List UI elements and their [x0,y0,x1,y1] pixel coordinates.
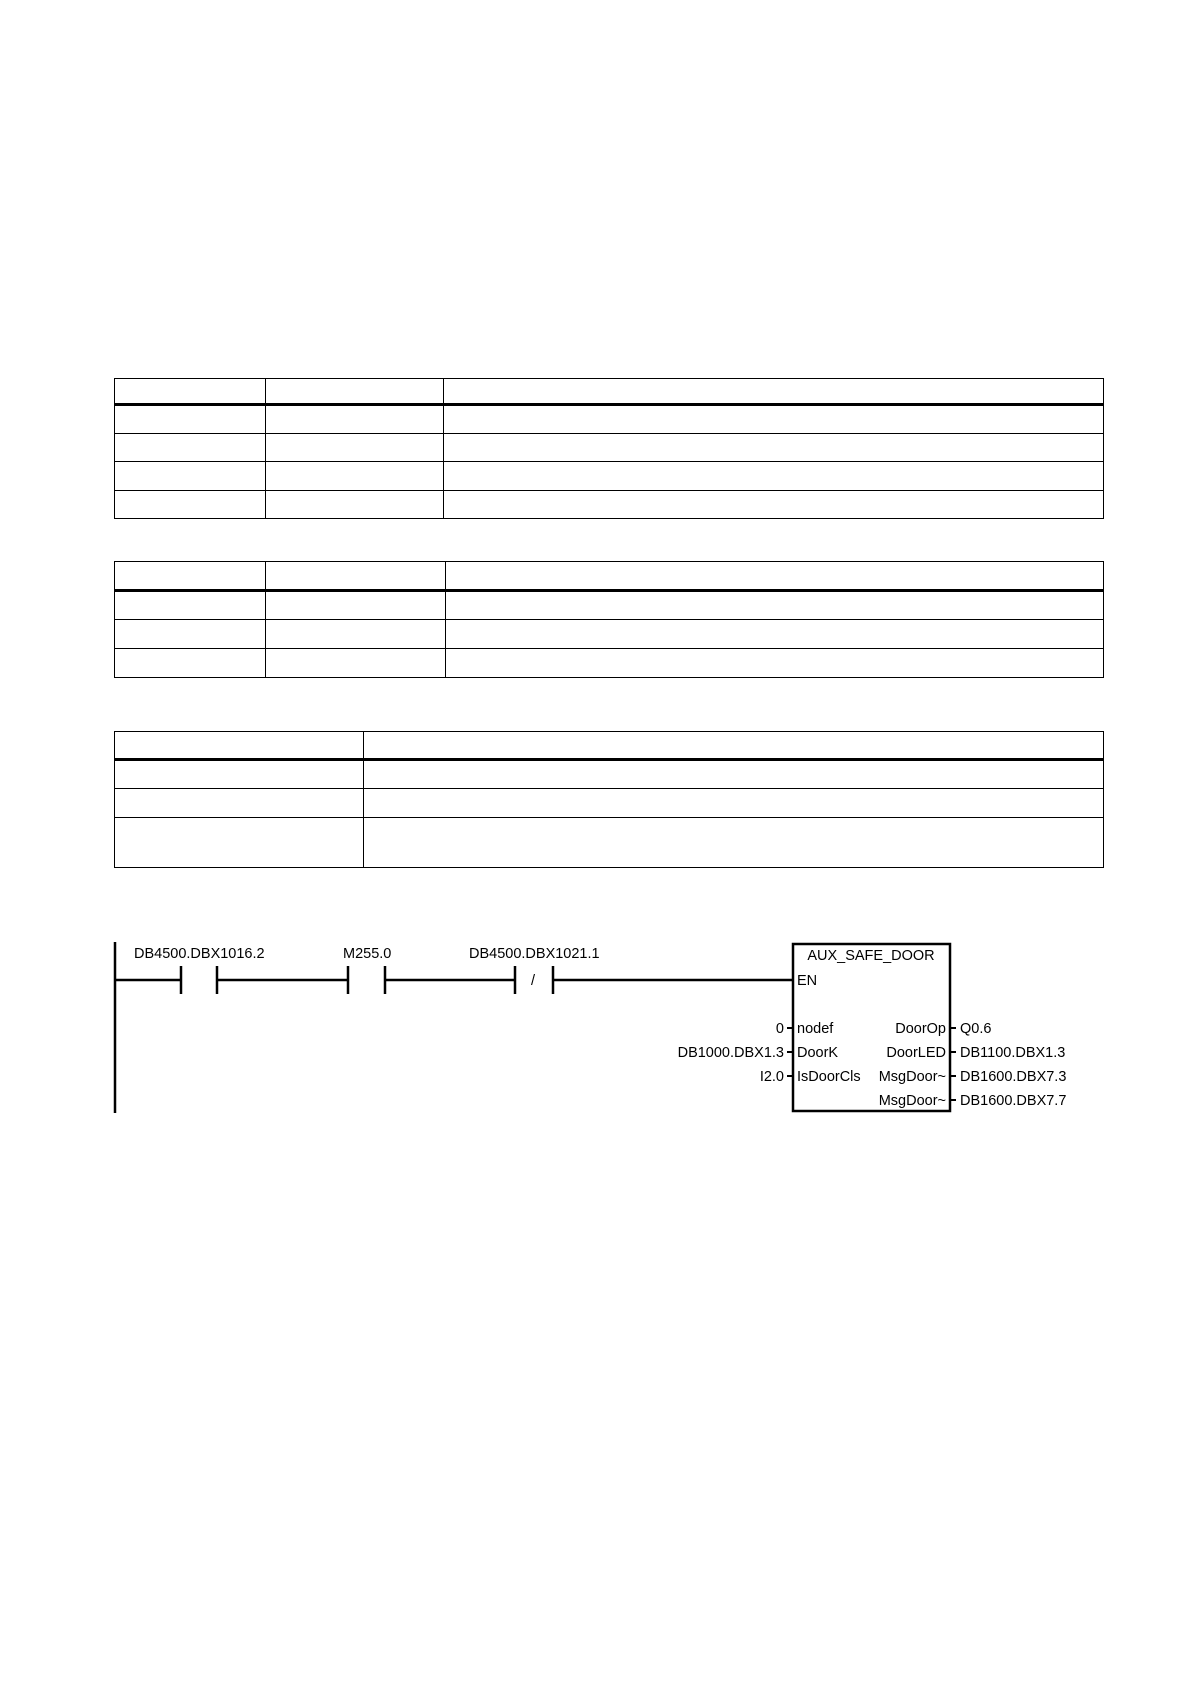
table-row [115,760,1104,789]
contact1-label: DB4500.DBX1016.2 [134,946,265,962]
table-row [115,789,1104,818]
input-operand: 0 [775,1021,784,1037]
block-en-pin: EN [797,973,818,989]
output-pin-name: DoorLED [886,1045,946,1061]
contact2-label: M255.0 [343,946,392,962]
block-name: AUX_SAFE_DOOR [807,948,935,964]
input-pin-name: DoorK [797,1045,839,1061]
contact-nc-3 [469,946,600,994]
input-pin-name: nodef [797,1021,834,1037]
output-operand: DB1600.DBX7.3 [960,1069,1067,1085]
function-block [678,944,1067,1111]
output-pin-name: MsgDoor~ [878,1093,946,1109]
table-header-row [115,379,1104,405]
table-row [115,649,1104,678]
table-row [115,818,1104,868]
contact3-symbol: / [531,973,536,989]
empty-table-1 [114,378,1104,519]
output-operand: DB1600.DBX7.7 [960,1093,1067,1109]
table-header-row [115,732,1104,760]
table-row [115,462,1104,491]
input-operand: DB1000.DBX1.3 [677,1045,784,1061]
contact-no-2 [343,946,391,994]
table-header-row [115,562,1104,591]
contact3-label: DB4500.DBX1021.1 [469,946,600,962]
ladder-diagram [0,930,1191,1130]
contact-no-1 [134,946,265,994]
output-operand: DB1100.DBX1.3 [960,1045,1066,1061]
output-pin-name: MsgDoor~ [878,1069,946,1085]
empty-table-2 [114,561,1104,678]
output-pin-name: DoorOp [895,1021,946,1037]
table-row [115,491,1104,519]
table-row [115,591,1104,620]
table-row [115,405,1104,434]
input-pin-name: IsDoorCls [797,1069,861,1085]
table-row [115,434,1104,462]
input-operand: I2.0 [759,1069,784,1085]
empty-table-3 [114,731,1104,868]
table-row [115,620,1104,649]
output-operand: Q0.6 [960,1021,992,1037]
